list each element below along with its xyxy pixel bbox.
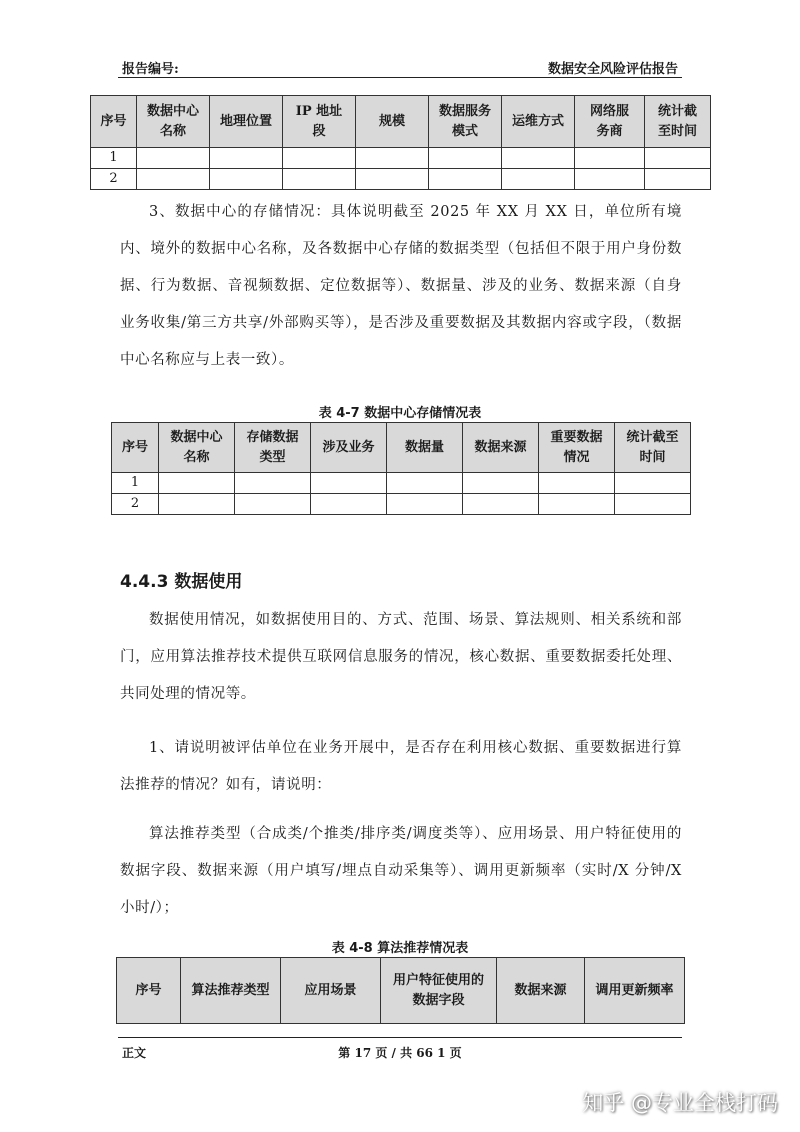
table-cell — [210, 169, 283, 190]
table-caption: 表 4-8 算法推荐情况表 — [331, 941, 469, 956]
col-header: 数据中心 名称 — [159, 423, 235, 473]
paragraph-algorithm: 算法推荐类型（合成类/个推类/排序类/调度类等）、应用场景、用户特征使用的数据字段、数据来源（用户填写/埋点自动采集等）、调用更新频率（实时/X 分钟/X 小时/）； — [120, 826, 682, 916]
col-header: 序号 — [91, 96, 137, 148]
report-title: 数据安全风险评估报告 — [547, 62, 678, 77]
col-header: 统计截至 时间 — [615, 423, 691, 473]
table-cell — [387, 473, 463, 494]
table-cell — [159, 473, 235, 494]
col-header: 数据中心 名称 — [137, 96, 210, 148]
table-row — [91, 169, 711, 190]
table-cell — [429, 148, 502, 169]
paragraph-data-usage: 数据使用情况，如数据使用目的、方式、范围、场景、算法规则、相关系统和部门，应用算法推荐技术提供互联网信息服务的情况，核心数据、重要数据委托处理、共同处理的情况等。 — [120, 612, 682, 702]
section-heading: 4.4.3 数据使用 — [120, 572, 243, 592]
col-header: 算法推荐类型 — [181, 958, 281, 1024]
page-header — [118, 55, 682, 78]
table-cell — [615, 473, 691, 494]
table-cell — [463, 473, 539, 494]
table-header-row — [91, 96, 711, 148]
row-number: 1 — [91, 148, 137, 169]
table-cell — [575, 169, 645, 190]
col-header: 统计截 至时间 — [645, 96, 711, 148]
table-cell — [429, 169, 502, 190]
col-header: 用户特征使用的 数据字段 — [381, 958, 497, 1024]
col-header: IP 地址 段 — [283, 96, 356, 148]
table-row — [112, 494, 691, 515]
paragraph-question: 1、请说明被评估单位在业务开展中，是否存在利用核心数据、重要数据进行算法推荐的情况？如有，请说明： — [120, 740, 682, 793]
table-cell — [575, 148, 645, 169]
col-header: 运维方式 — [502, 96, 575, 148]
row-number: 2 — [91, 169, 137, 190]
paragraph-storage: 3、数据中心的存储情况：具体说明截至 2025 年 XX 月 XX 日，单位所有境内、境外的数据中心名称，及各数据中心存储的数据类型（包括但不限于用户身份数据、行为数据、音视频数据、定位数据等）、数据量、涉及的业务、数据来源（自身业务收集/第三方共享/外部购买等），是否涉及重要数据及其数据内容或字段，（数据中心名称应与上表一致）。 — [120, 204, 682, 368]
table-cell — [356, 169, 429, 190]
page-number: 第 17 页 / 共 66 1 页 — [338, 1046, 462, 1060]
col-header: 数据服务 模式 — [429, 96, 502, 148]
col-header: 调用更新频率 — [585, 958, 685, 1024]
table-cell — [283, 169, 356, 190]
data-center-table — [90, 95, 711, 190]
col-header: 数据来源 — [497, 958, 585, 1024]
algorithm-table — [116, 957, 685, 1024]
row-number: 1 — [112, 473, 159, 494]
table-caption: 表 4-7 数据中心存储情况表 — [318, 406, 482, 421]
col-header: 应用场景 — [281, 958, 381, 1024]
table-cell — [502, 148, 575, 169]
col-header: 规模 — [356, 96, 429, 148]
table-cell — [283, 148, 356, 169]
table-cell — [235, 494, 311, 515]
table-cell — [356, 148, 429, 169]
table-cell — [137, 169, 210, 190]
watermark: 知乎 @专业全栈打码 — [582, 1091, 778, 1115]
table-cell — [502, 169, 575, 190]
col-header: 数据来源 — [463, 423, 539, 473]
table-cell — [235, 473, 311, 494]
table-cell — [645, 169, 711, 190]
col-header: 地理位置 — [210, 96, 283, 148]
table-row — [112, 473, 691, 494]
table-cell — [137, 148, 210, 169]
table-cell — [210, 148, 283, 169]
table-cell — [539, 494, 615, 515]
footer-section-label: 正文 — [122, 1046, 147, 1060]
table-cell — [645, 148, 711, 169]
table-header-row — [117, 958, 685, 1024]
table-cell — [615, 494, 691, 515]
table-cell — [311, 494, 387, 515]
col-header: 序号 — [117, 958, 181, 1024]
row-number: 2 — [112, 494, 159, 515]
report-number-label: 报告编号: — [122, 62, 179, 77]
table-row — [91, 148, 711, 169]
col-header: 序号 — [112, 423, 159, 473]
table-cell — [539, 473, 615, 494]
col-header: 存储数据 类型 — [235, 423, 311, 473]
table-cell — [463, 494, 539, 515]
col-header: 网络服 务商 — [575, 96, 645, 148]
table-cell — [311, 473, 387, 494]
col-header: 重要数据 情况 — [539, 423, 615, 473]
table-header-row — [112, 423, 691, 473]
table-cell — [159, 494, 235, 515]
col-header: 涉及业务 — [311, 423, 387, 473]
col-header: 数据量 — [387, 423, 463, 473]
table-cell — [387, 494, 463, 515]
page-footer — [118, 1037, 682, 1066]
storage-table — [111, 422, 691, 515]
